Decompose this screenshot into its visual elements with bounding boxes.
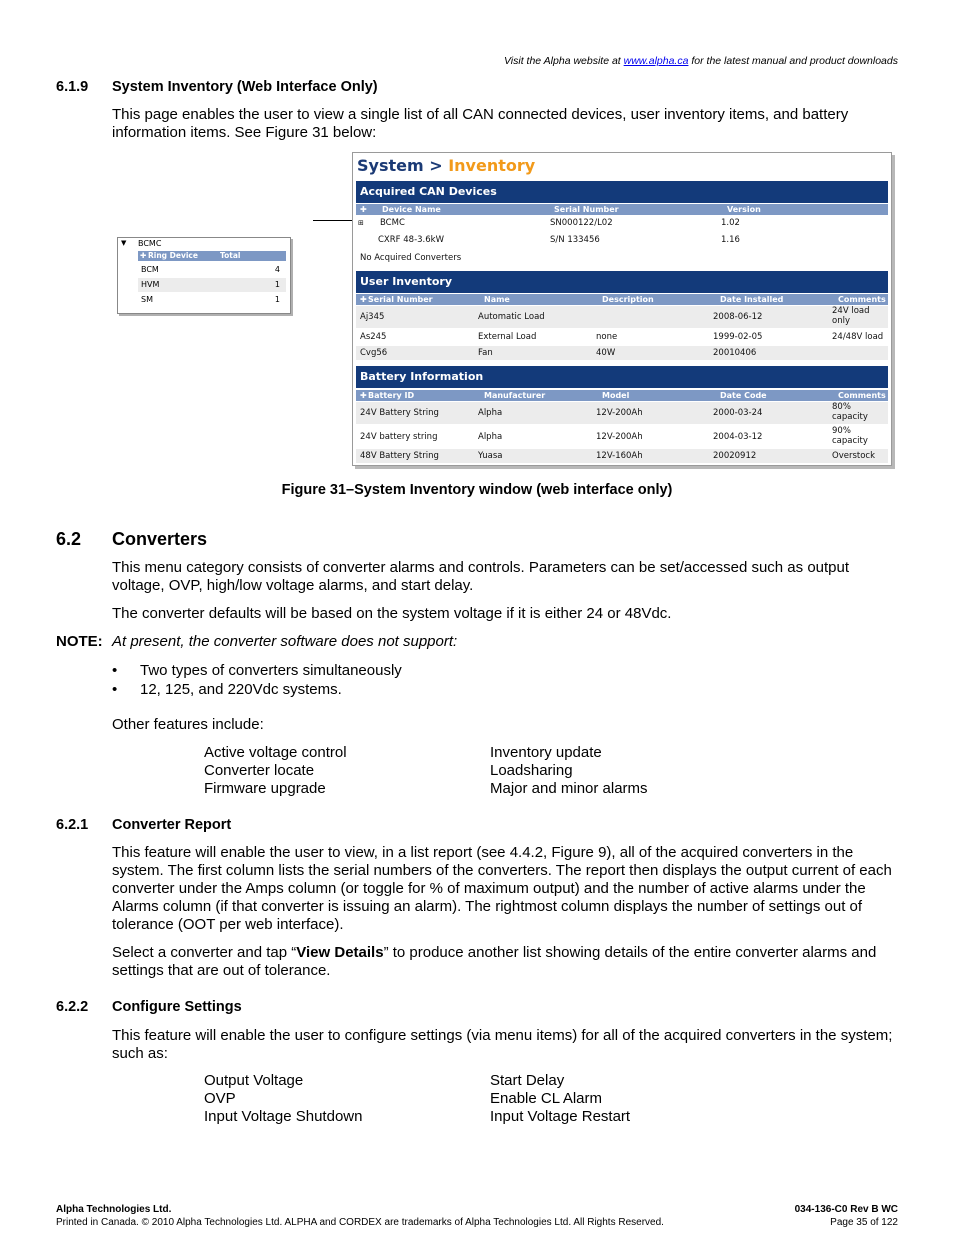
header-note: Visit the Alpha website at www.alpha.ca for the latest manual and product downloads [503,55,898,67]
note-label: NOTE: [56,633,103,650]
expand-icon[interactable]: ⊞ [358,219,364,227]
sort-arrow-icon[interactable]: ✚ [360,391,367,400]
table-row[interactable]: CXRF 48-3.6kW S/N 133456 1.16 [378,235,740,245]
figure-caption: Figure 31–System Inventory window (web interface only) [281,482,673,498]
list-item: Start Delay [490,1072,565,1089]
features-left-column [204,744,347,798]
table-row[interactable]: 48V Battery String Yuasa 12V-160Ah 20020912 Overstock [356,449,888,463]
empty-message: No Acquired Converters [360,253,462,263]
connector-line [313,220,355,221]
list-item: Loadsharing [490,762,573,779]
column-header: ✚ Ring Device Total [138,251,286,261]
list-item: • 12, 125, and 220Vdc systems. [112,680,402,699]
table-row[interactable]: Cvg56 Fan 40W 20010406 [356,346,888,360]
section-heading-6-1-9: 6.1.9 System Inventory (Web Interface Only) [56,79,378,95]
bullet-list [112,661,402,699]
table-row[interactable]: 24V Battery String Alpha 12V-200Ah 2000-03-24 80% capacity [356,402,888,424]
section-6-1-9-paragraph: This page enables the user to view a single list of all CAN connected devices, user inventory items, and battery information items. See Figure 31 below: [112,106,849,141]
footer-legal: Printed in Canada. © 2010 Alpha Technologies Ltd. ALPHA and CORDEX are trademarks of Alpha Technologies Ltd. All Rights Reserved. [56,1217,664,1228]
settings-left-column [204,1072,362,1126]
footer-page-number: Page 35 of 122 [830,1217,898,1228]
settings-right-column [490,1072,630,1126]
note-text: At present, the converter software does not support: [112,633,458,650]
list-item: Input Voltage Restart [490,1108,631,1125]
list-item: Converter locate [204,762,315,779]
can-devices-column-header: ✚ Device Name Serial Number Version [356,204,888,215]
alpha-website-link[interactable]: www.alpha.ca [623,55,689,67]
table-row[interactable]: 24V battery string Alpha 12V-200Ah 2004-03-12 90% capacity [360,426,868,446]
can-devices-heading: Acquired CAN Devices [356,181,888,203]
list-item[interactable]: BCM 4 [141,265,280,274]
collapse-triangle-icon[interactable]: ▼ [121,239,127,247]
features-right-column [490,744,648,798]
section-heading-6-2-2: 6.2.2 Configure Settings [56,999,242,1015]
sort-arrow-icon[interactable]: ✚ [360,205,367,214]
list-item: Input Voltage Shutdown [204,1108,363,1125]
section-6-2-2-paragraph: This feature will enable the user to configure settings (via menu items) for all of the acquired converters in the system; such as: [112,1027,893,1062]
table-row[interactable]: Aj345 Automatic Load 2008-06-12 24V load only [356,306,888,328]
list-item: Active voltage control [204,744,347,761]
ring-device-panel [117,237,291,314]
panel-title: BCMC [138,239,162,248]
list-item[interactable]: SM 1 [141,295,280,304]
section-heading-6-2: 6.2 Converters [56,529,208,549]
list-item: • Two types of converters simultaneously [112,661,402,680]
battery-column-header: ✚ Battery ID Manufacturer Model Date Code Comments [356,390,888,401]
table-row[interactable]: As245 External Load none 1999-02-05 24/48V load [360,332,884,342]
sort-arrow-icon[interactable]: ✚ [360,295,367,304]
window-title: System > Inventory [357,156,536,175]
view-details-label: View Details [296,944,384,961]
user-inventory-heading: User Inventory [356,271,888,293]
list-item: OVP [204,1090,236,1107]
list-item: Major and minor alarms [490,780,648,797]
section-6-2-1-paragraph-2: Select a converter and tap “View Details” to produce another list showing details of the entire converter alarms and settings that are out of tolerance. [112,944,877,979]
battery-information-heading: Battery Information [356,366,888,388]
table-row[interactable]: ⊞ BCMC SN000122/L02 1.02 [358,218,740,228]
list-item: Firmware upgrade [204,780,326,797]
list-item[interactable]: HVM 1 [138,278,286,292]
section-6-2-paragraph-2: The converter defaults will be based on the system voltage if it is either 24 or 48Vdc. [112,605,672,622]
user-inventory-column-header: ✚ Serial Number Name Description Date Installed Comments [356,294,888,305]
list-item: Inventory update [490,744,602,761]
list-item: Enable CL Alarm [490,1090,603,1107]
section-6-2-1-paragraph-1: This feature will enable the user to view, in a list report (see 4.4.2, Figure 9), all of the acquired converters in the system. The first column lists the serial numbers of the converters. The report then displays the output current of each converter under the Amps column (or toggle for % of maximum output) and the number of active alarms under the Alarms column (if that converter is issuing an alarm). The rightmost column displays the number of settings out of tolerance (OOT per web interface). [112,844,892,933]
features-intro: Other features include: [112,716,264,733]
list-item: Output Voltage [204,1072,304,1089]
footer-doc-number: 034-136-C0 Rev B WC [794,1204,898,1215]
footer-company: Alpha Technologies Ltd. [56,1204,172,1215]
section-6-2-paragraph-1: This menu category consists of converter alarms and controls. Parameters can be set/accessed such as output voltage, OVP, high/low voltage alarms, and start delay. [112,559,850,594]
system-inventory-window [352,152,892,466]
section-heading-6-2-1: 6.2.1 Converter Report [56,817,232,833]
sort-arrow-icon[interactable]: ✚ [140,251,147,260]
